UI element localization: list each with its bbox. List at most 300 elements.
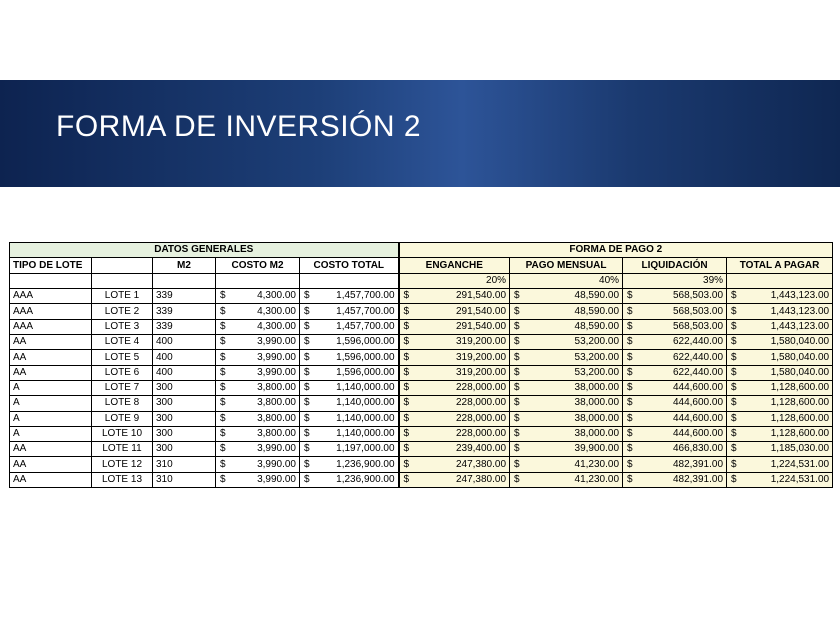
currency-symbol: $ — [304, 366, 310, 378]
liquidacion-cell — [623, 304, 727, 319]
pago-mensual-cell — [510, 472, 623, 487]
liquidacion-value: 466,830.00 — [672, 443, 724, 455]
costo-total-cell — [300, 411, 399, 426]
enganche-value: 291,540.00 — [455, 320, 507, 332]
liquidacion-cell — [623, 380, 727, 395]
currency-symbol: $ — [627, 382, 633, 394]
currency-symbol: $ — [304, 412, 310, 424]
total-cell — [727, 472, 833, 487]
costo-total-value: 1,457,700.00 — [336, 320, 395, 332]
currency-symbol: $ — [403, 397, 410, 409]
currency-symbol: $ — [403, 366, 410, 378]
liquidacion-money — [626, 396, 723, 410]
pago-mensual-value: 53,200.00 — [574, 336, 620, 348]
table-row — [10, 472, 833, 487]
total-value: 1,128,600.00 — [770, 382, 830, 394]
costo-total-value: 1,140,000.00 — [336, 397, 395, 409]
enganche-money — [403, 381, 507, 395]
investment-table — [9, 242, 833, 488]
enganche-money — [403, 305, 507, 319]
currency-symbol: $ — [403, 443, 410, 455]
costo-m2-cell — [216, 350, 300, 365]
total-money — [730, 381, 829, 395]
currency-symbol: $ — [220, 473, 226, 485]
tipo-cell: A — [10, 411, 92, 426]
currency-symbol: $ — [304, 443, 310, 455]
liquidacion-value: 444,600.00 — [672, 382, 724, 394]
lote-cell: LOTE 11 — [92, 442, 153, 457]
total-value: 1,128,600.00 — [770, 397, 830, 409]
costo-total-value: 1,236,900.00 — [336, 473, 395, 485]
m2-cell: 300 — [153, 380, 216, 395]
currency-symbol: $ — [731, 366, 737, 378]
currency-symbol: $ — [731, 412, 737, 424]
tipo-cell: AA — [10, 472, 92, 487]
costo-total-cell — [300, 319, 399, 334]
costo-m2-cell — [216, 289, 300, 304]
lote-cell: LOTE 6 — [92, 365, 153, 380]
currency-symbol: $ — [627, 443, 633, 455]
liquidacion-cell — [623, 365, 727, 380]
liquidacion-cell — [623, 472, 727, 487]
tipo-cell: AA — [10, 335, 92, 350]
costo-total-cell — [300, 442, 399, 457]
currency-symbol: $ — [403, 458, 410, 470]
costo-m2-money — [219, 412, 296, 426]
costo-m2-money — [219, 305, 296, 319]
liquidacion-value: 622,440.00 — [672, 351, 724, 363]
total-value: 1,443,123.00 — [770, 320, 830, 332]
currency-symbol: $ — [731, 443, 737, 455]
currency-symbol: $ — [304, 320, 310, 332]
currency-symbol: $ — [731, 382, 737, 394]
pct-empty — [10, 273, 92, 288]
table-row — [10, 335, 833, 350]
currency-symbol: $ — [627, 458, 633, 470]
currency-symbol: $ — [514, 443, 520, 455]
currency-symbol: $ — [403, 412, 410, 424]
currency-symbol: $ — [304, 382, 310, 394]
pago-mensual-cell — [510, 304, 623, 319]
lote-cell: LOTE 9 — [92, 411, 153, 426]
pago-mensual-value: 48,590.00 — [574, 290, 620, 302]
liquidacion-cell — [623, 319, 727, 334]
currency-symbol: $ — [403, 336, 410, 348]
pct-enganche: 20% — [399, 273, 510, 288]
liquidacion-value: 622,440.00 — [672, 336, 724, 348]
currency-symbol: $ — [304, 397, 310, 409]
currency-symbol: $ — [514, 290, 520, 302]
currency-symbol: $ — [220, 427, 226, 439]
costo-m2-money — [219, 351, 296, 365]
currency-symbol: $ — [220, 351, 226, 363]
enganche-value: 319,200.00 — [455, 366, 507, 378]
currency-symbol: $ — [627, 397, 633, 409]
enganche-money — [403, 366, 507, 380]
costo-m2-money — [219, 473, 296, 487]
currency-symbol: $ — [220, 336, 226, 348]
liquidacion-value: 482,391.00 — [672, 458, 724, 470]
table-row — [10, 289, 833, 304]
enganche-cell — [399, 350, 510, 365]
currency-symbol: $ — [403, 427, 410, 439]
currency-symbol: $ — [514, 397, 520, 409]
m2-cell: 300 — [153, 411, 216, 426]
costo-total-money — [303, 305, 395, 319]
header-total: TOTAL A PAGAR — [727, 258, 833, 273]
costo-m2-money — [219, 442, 296, 456]
liquidacion-cell — [623, 396, 727, 411]
header-m2: M2 — [153, 258, 216, 273]
costo-m2-value: 3,990.00 — [257, 473, 296, 485]
currency-symbol: $ — [220, 290, 226, 302]
total-value: 1,443,123.00 — [770, 290, 830, 302]
costo-total-money — [303, 351, 395, 365]
currency-symbol: $ — [627, 427, 633, 439]
liquidacion-cell — [623, 335, 727, 350]
header-lote — [92, 258, 153, 273]
costo-total-money — [303, 320, 395, 334]
percentage-row — [10, 273, 833, 288]
m2-cell: 400 — [153, 350, 216, 365]
enganche-value: 228,000.00 — [455, 427, 507, 439]
total-cell — [727, 457, 833, 472]
pago-mensual-value: 41,230.00 — [574, 458, 620, 470]
enganche-value: 319,200.00 — [455, 351, 507, 363]
header-enganche: ENGANCHE — [399, 258, 510, 273]
costo-total-value: 1,596,000.00 — [336, 366, 395, 378]
currency-symbol: $ — [220, 382, 226, 394]
costo-m2-money — [219, 320, 296, 334]
pago-mensual-money — [513, 351, 619, 365]
liquidacion-money — [626, 458, 723, 472]
table-row — [10, 304, 833, 319]
costo-total-cell — [300, 396, 399, 411]
costo-m2-value: 3,990.00 — [257, 458, 296, 470]
m2-cell: 310 — [153, 457, 216, 472]
costo-m2-money — [219, 366, 296, 380]
enganche-cell — [399, 289, 510, 304]
enganche-money — [403, 473, 507, 487]
costo-m2-money — [219, 396, 296, 410]
total-value: 1,128,600.00 — [770, 427, 830, 439]
enganche-money — [403, 396, 507, 410]
tipo-cell: A — [10, 426, 92, 441]
lote-cell: LOTE 1 — [92, 289, 153, 304]
liquidacion-value: 482,391.00 — [672, 473, 724, 485]
pago-mensual-cell — [510, 457, 623, 472]
enganche-value: 319,200.00 — [455, 336, 507, 348]
liquidacion-cell — [623, 426, 727, 441]
enganche-cell — [399, 442, 510, 457]
currency-symbol: $ — [304, 305, 310, 317]
total-money — [730, 289, 829, 303]
costo-total-money — [303, 396, 395, 410]
total-value: 1,224,531.00 — [770, 458, 830, 470]
enganche-value: 228,000.00 — [455, 382, 507, 394]
enganche-cell — [399, 335, 510, 350]
costo-m2-cell — [216, 365, 300, 380]
currency-symbol: $ — [731, 305, 737, 317]
total-money — [730, 412, 829, 426]
pago-mensual-value: 38,000.00 — [574, 382, 620, 394]
currency-symbol: $ — [731, 290, 737, 302]
currency-symbol: $ — [514, 320, 520, 332]
table-row — [10, 396, 833, 411]
group-general-header: DATOS GENERALES — [10, 243, 399, 258]
pago-mensual-cell — [510, 426, 623, 441]
costo-total-cell — [300, 426, 399, 441]
m2-cell: 300 — [153, 396, 216, 411]
costo-m2-value: 4,300.00 — [257, 320, 296, 332]
liquidacion-value: 568,503.00 — [672, 320, 724, 332]
enganche-value: 228,000.00 — [455, 397, 507, 409]
costo-m2-cell — [216, 304, 300, 319]
currency-symbol: $ — [731, 427, 737, 439]
total-cell — [727, 380, 833, 395]
currency-symbol: $ — [731, 320, 737, 332]
enganche-cell — [399, 396, 510, 411]
table-row — [10, 380, 833, 395]
currency-symbol: $ — [514, 427, 520, 439]
total-money — [730, 396, 829, 410]
m2-cell: 400 — [153, 365, 216, 380]
table-row — [10, 457, 833, 472]
costo-total-money — [303, 289, 395, 303]
costo-m2-value: 3,800.00 — [257, 427, 296, 439]
currency-symbol: $ — [731, 458, 737, 470]
pago-mensual-value: 53,200.00 — [574, 351, 620, 363]
costo-total-cell — [300, 350, 399, 365]
total-value: 1,580,040.00 — [770, 351, 830, 363]
table-row — [10, 442, 833, 457]
costo-total-cell — [300, 304, 399, 319]
costo-total-value: 1,236,900.00 — [336, 458, 395, 470]
total-cell — [727, 426, 833, 441]
tipo-cell: A — [10, 396, 92, 411]
costo-total-cell — [300, 335, 399, 350]
currency-symbol: $ — [627, 290, 633, 302]
costo-total-cell — [300, 380, 399, 395]
currency-symbol: $ — [514, 458, 520, 470]
costo-m2-money — [219, 289, 296, 303]
pago-mensual-cell — [510, 411, 623, 426]
enganche-money — [403, 351, 507, 365]
costo-total-money — [303, 473, 395, 487]
currency-symbol: $ — [627, 320, 633, 332]
pago-mensual-money — [513, 442, 619, 456]
pago-mensual-money — [513, 320, 619, 334]
title-banner — [0, 80, 840, 187]
currency-symbol: $ — [731, 473, 737, 485]
header-costo-m2: COSTO M2 — [216, 258, 300, 273]
currency-symbol: $ — [304, 473, 310, 485]
enganche-cell — [399, 411, 510, 426]
lote-cell: LOTE 10 — [92, 426, 153, 441]
currency-symbol: $ — [627, 473, 633, 485]
tipo-cell: AA — [10, 365, 92, 380]
costo-m2-value: 3,990.00 — [257, 366, 296, 378]
table-row — [10, 426, 833, 441]
pct-empty — [153, 273, 216, 288]
liquidacion-money — [626, 305, 723, 319]
costo-total-cell — [300, 472, 399, 487]
costo-m2-value: 3,800.00 — [257, 382, 296, 394]
costo-m2-value: 3,990.00 — [257, 351, 296, 363]
currency-symbol: $ — [731, 336, 737, 348]
costo-m2-cell — [216, 335, 300, 350]
liquidacion-cell — [623, 411, 727, 426]
enganche-cell — [399, 365, 510, 380]
lote-cell: LOTE 5 — [92, 350, 153, 365]
liquidacion-value: 622,440.00 — [672, 366, 724, 378]
total-value: 1,580,040.00 — [770, 366, 830, 378]
liquidacion-money — [626, 473, 723, 487]
currency-symbol: $ — [514, 382, 520, 394]
currency-symbol: $ — [304, 336, 310, 348]
currency-symbol: $ — [220, 397, 226, 409]
currency-symbol: $ — [731, 397, 737, 409]
pago-mensual-value: 53,200.00 — [574, 366, 620, 378]
costo-m2-cell — [216, 472, 300, 487]
header-tipo: TIPO DE LOTE — [10, 258, 92, 273]
liquidacion-cell — [623, 457, 727, 472]
currency-symbol: $ — [220, 412, 226, 424]
liquidacion-money — [626, 351, 723, 365]
costo-m2-value: 3,990.00 — [257, 336, 296, 348]
pago-mensual-value: 38,000.00 — [574, 397, 620, 409]
liquidacion-money — [626, 381, 723, 395]
tipo-cell: AAA — [10, 289, 92, 304]
m2-cell: 339 — [153, 289, 216, 304]
costo-m2-value: 3,990.00 — [257, 443, 296, 455]
enganche-money — [403, 335, 507, 349]
liquidacion-value: 444,600.00 — [672, 412, 724, 424]
currency-symbol: $ — [220, 366, 226, 378]
total-money — [730, 458, 829, 472]
pago-mensual-cell — [510, 442, 623, 457]
total-money — [730, 351, 829, 365]
pago-mensual-value: 41,230.00 — [574, 473, 620, 485]
pago-mensual-cell — [510, 319, 623, 334]
pago-mensual-money — [513, 366, 619, 380]
costo-m2-money — [219, 458, 296, 472]
enganche-value: 247,380.00 — [455, 473, 507, 485]
enganche-money — [403, 427, 507, 441]
investment-table-container — [9, 242, 832, 488]
pct-empty — [300, 273, 399, 288]
liquidacion-value: 568,503.00 — [672, 290, 724, 302]
pago-mensual-cell — [510, 350, 623, 365]
costo-total-cell — [300, 365, 399, 380]
header-costo-total: COSTO TOTAL — [300, 258, 399, 273]
liquidacion-cell — [623, 289, 727, 304]
pago-mensual-money — [513, 305, 619, 319]
pct-liquidacion: 39% — [623, 273, 727, 288]
costo-total-money — [303, 412, 395, 426]
pago-mensual-cell — [510, 365, 623, 380]
costo-m2-money — [219, 381, 296, 395]
lote-cell: LOTE 12 — [92, 457, 153, 472]
enganche-cell — [399, 304, 510, 319]
lote-cell: LOTE 4 — [92, 335, 153, 350]
costo-m2-cell — [216, 396, 300, 411]
liquidacion-cell — [623, 442, 727, 457]
costo-total-value: 1,197,000.00 — [336, 443, 395, 455]
enganche-money — [403, 442, 507, 456]
pago-mensual-value: 48,590.00 — [574, 320, 620, 332]
liquidacion-cell — [623, 350, 727, 365]
m2-cell: 339 — [153, 304, 216, 319]
enganche-value: 291,540.00 — [455, 305, 507, 317]
costo-m2-money — [219, 335, 296, 349]
column-header-row — [10, 258, 833, 273]
currency-symbol: $ — [304, 351, 310, 363]
liquidacion-value: 568,503.00 — [672, 305, 724, 317]
m2-cell: 339 — [153, 319, 216, 334]
total-cell — [727, 289, 833, 304]
pct-empty — [727, 273, 833, 288]
costo-total-money — [303, 427, 395, 441]
total-cell — [727, 350, 833, 365]
total-cell — [727, 304, 833, 319]
costo-total-money — [303, 442, 395, 456]
costo-total-value: 1,140,000.00 — [336, 382, 395, 394]
enganche-money — [403, 412, 507, 426]
costo-total-money — [303, 381, 395, 395]
tipo-cell: A — [10, 380, 92, 395]
total-cell — [727, 335, 833, 350]
costo-m2-cell — [216, 411, 300, 426]
table-row — [10, 319, 833, 334]
currency-symbol: $ — [304, 458, 310, 470]
header-pago-mensual: PAGO MENSUAL — [510, 258, 623, 273]
enganche-cell — [399, 380, 510, 395]
pago-mensual-money — [513, 458, 619, 472]
pct-empty — [92, 273, 153, 288]
pago-mensual-cell — [510, 289, 623, 304]
total-money — [730, 427, 829, 441]
currency-symbol: $ — [514, 366, 520, 378]
enganche-value: 228,000.00 — [455, 412, 507, 424]
pago-mensual-money — [513, 427, 619, 441]
enganche-cell — [399, 472, 510, 487]
pago-mensual-money — [513, 412, 619, 426]
total-money — [730, 335, 829, 349]
pago-mensual-cell — [510, 380, 623, 395]
total-cell — [727, 411, 833, 426]
costo-m2-value: 3,800.00 — [257, 397, 296, 409]
currency-symbol: $ — [514, 336, 520, 348]
table-row — [10, 411, 833, 426]
currency-symbol: $ — [220, 458, 226, 470]
lote-cell: LOTE 8 — [92, 396, 153, 411]
costo-m2-cell — [216, 319, 300, 334]
currency-symbol: $ — [304, 290, 310, 302]
costo-total-value: 1,140,000.00 — [336, 412, 395, 424]
tipo-cell: AAA — [10, 319, 92, 334]
total-cell — [727, 319, 833, 334]
costo-m2-cell — [216, 442, 300, 457]
currency-symbol: $ — [731, 351, 737, 363]
pago-mensual-money — [513, 335, 619, 349]
lote-cell: LOTE 13 — [92, 472, 153, 487]
currency-symbol: $ — [627, 336, 633, 348]
currency-symbol: $ — [514, 305, 520, 317]
currency-symbol: $ — [403, 305, 410, 317]
pago-mensual-value: 39,900.00 — [574, 443, 620, 455]
total-value: 1,580,040.00 — [770, 336, 830, 348]
